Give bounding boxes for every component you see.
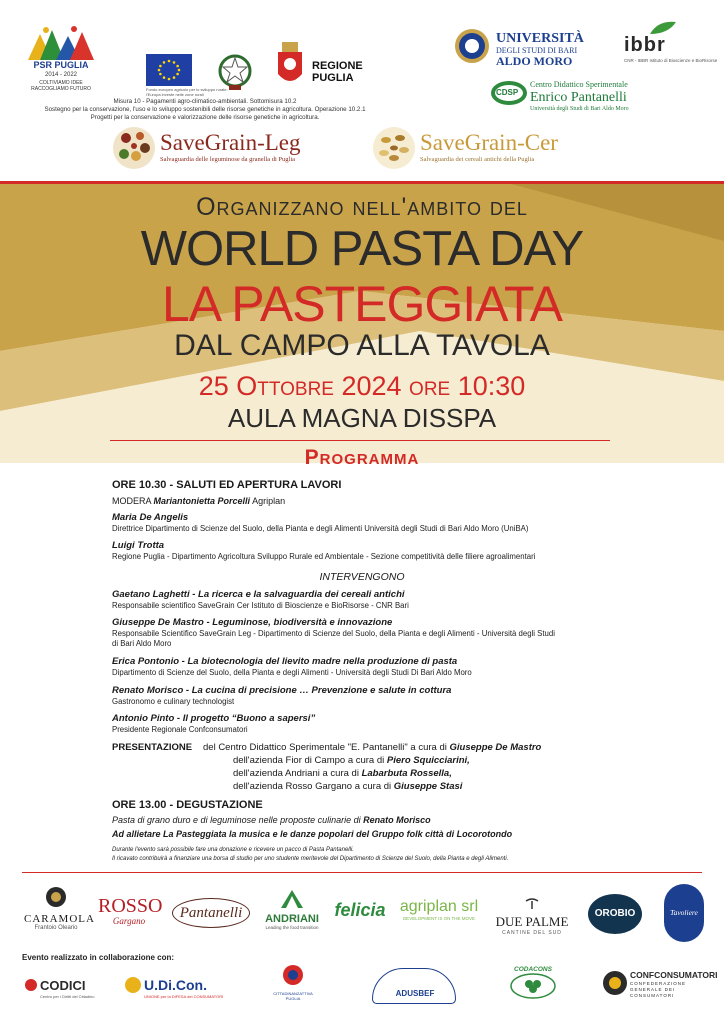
palm-icon	[522, 897, 542, 909]
confconsumatori-icon	[602, 970, 628, 996]
note-donation: Durante l'evento sarà possibile fare una donazione e ricevere un pacco di Pasta Pantanelli.	[112, 847, 354, 853]
talk-1-title: Gaetano Laghetti - La ricerca e la salvaguardia dei cereali antichi	[112, 589, 405, 600]
caramola-subtitle: Frantoio Oleario	[34, 925, 78, 931]
banner-date: 25 Ottobre 2024 ore 10:30	[198, 371, 526, 401]
confconsumatori-name: CONFCONSUMATORI	[630, 970, 718, 980]
savegrain-leg-name: SaveGrain-Leg	[160, 130, 301, 155]
presentazione-label: PRESENTAZIONE	[112, 742, 193, 753]
intervengono-heading: INTERVENGONO	[319, 571, 405, 583]
tavoliere-name: Tavoliere	[670, 908, 698, 917]
programma-heading: Programma	[304, 446, 420, 469]
header	[0, 0, 724, 180]
talk-4-desc: Gastronomo e culinary technologist	[112, 697, 235, 706]
talk-3-desc: Dipartimento di Scienze del Suolo, della Pianta e degli Alimenti - Università degli Studi Di Bari Aldo Moro	[112, 668, 472, 677]
ibbr-name: ibbr	[624, 34, 666, 56]
grains-mosaic-icon	[372, 126, 416, 170]
cdsp-logo	[490, 80, 528, 110]
misura-line-1: Misura 10 - Pagamenti agro-climatico-ambientali. Sottomisura 10.2	[113, 98, 297, 105]
sponsor-caramola	[24, 886, 95, 942]
codici-sun-icon	[24, 978, 38, 992]
talk-4-title: Renato Morisco - La cucina di precisione … Prevenzione e salute in cottura	[112, 685, 452, 696]
sponsor-felicia: felicia	[334, 900, 386, 920]
presentazione-line-3	[233, 768, 653, 779]
talk-2-desc: Responsabile Scientifico SaveGrain Leg - Dipartimento di Scienze del Suolo, della Pianta e degli Alimenti - Università degli Studi	[112, 629, 555, 638]
cdsp-line-1: Centro Didattico Sperimentale	[530, 80, 628, 89]
savegrain-leg-subtitle: Salvaguardia delle leguminose da granella di Puglia	[160, 156, 296, 163]
moderator-label: MODERA	[112, 496, 152, 506]
banner-venue: AULA MAGNA DISSPA	[227, 403, 497, 433]
agriplan-name: agriplan srl	[399, 898, 479, 915]
ibbr-subtitle: CNR - IBBR Istituto di Bioscienze e BioRisorse	[624, 58, 718, 63]
adusbef-name: ADUSBEF	[395, 989, 435, 998]
banner-la-pasteggiata: LA PASTEGGIATA	[161, 276, 562, 332]
confconsumatori-subtitle: CONFEDERAZIONE GENERALE DEI CONSUMATORI	[630, 981, 687, 998]
duepalme-subtitle: CANTINE DEL SUD	[502, 930, 562, 936]
legumes-mosaic-icon	[112, 126, 156, 170]
sponsor-due-palme	[490, 896, 574, 936]
partner-cittadinanzattiva	[268, 964, 318, 1001]
udicon-subtitle: UNIONE per la DIFESA dei CONSUMATORI	[144, 994, 224, 999]
degustazione-line-1	[112, 815, 612, 825]
presentazione-line-4-text: dell'azienda Rosso Gargano a cura di	[233, 781, 394, 792]
eu-caption: Fondo europeo agricolo per lo sviluppo rurale: l'Europa investe nelle zone rurali	[146, 87, 228, 97]
talk-2-desc-cont: di Bari Aldo Moro	[112, 639, 172, 648]
speaker-2-desc: Regione Puglia - Dipartimento Agricoltura Sviluppo Rurale ed Ambientale - Sezione competitività delle filiere agroalimentari	[112, 552, 536, 561]
andriani-name: ANDRIANI	[265, 913, 319, 925]
caramola-name: CARAMOLA	[24, 913, 95, 925]
sponsor-agriplan	[398, 898, 480, 921]
psr-motto: COLTIVIAMO IDEE RACCOGLIAMO FUTURO	[31, 80, 91, 92]
rosso-name: ROSSO	[98, 895, 163, 917]
banner-dal-campo: DAL CAMPO ALLA TAVOLA	[174, 329, 550, 362]
orobio-name: OROBIO	[594, 908, 636, 919]
misura-line-3: Progetti per la conservazione e valorizzazione delle risorse genetiche in agricoltura.	[90, 114, 320, 121]
savegrain-cer-name: SaveGrain-Cer	[420, 130, 558, 155]
savegrain-cer-subtitle: Salvaguardia dei cereali antichi della Puglia	[420, 156, 535, 163]
degustazione-heading: ORE 13.00 - DEGUSTAZIONE	[112, 799, 263, 811]
talk-5-desc: Presidente Regionale Confconsumatori	[112, 725, 248, 734]
presentazione-line-2	[233, 755, 653, 766]
speaker-1-name: Maria De Angelis	[112, 512, 189, 523]
savegrain-leg-logo	[112, 126, 362, 172]
sponsor-rosso-gargano	[98, 895, 163, 926]
savegrain-cer-logo	[372, 126, 622, 172]
note-scholarship: Il ricavato contribuirà a finanziare una borsa di studio per uno studente meritevole del Dipartimento di Scienze del Suolo, della Pianta e degli Alimenti.	[112, 856, 509, 862]
codacons-name: CODACONS	[514, 966, 552, 973]
italian-republic-emblem-icon	[216, 52, 254, 92]
agriplan-subtitle: DEVELOPMENT IS ON THE MOVE	[402, 916, 476, 921]
banner-world-pasta-day: WORLD PASTA DAY	[140, 222, 584, 276]
cittadinanzattiva-name: CITTADINANZATTIVA PUGLIA	[273, 991, 313, 1001]
partner-codacons	[506, 966, 560, 1004]
cdsp-line-3: Università degli Studi di Bari Aldo Moro	[530, 106, 629, 112]
regione-puglia-crest-icon	[276, 42, 304, 90]
degustazione-line-1-who: Renato Morisco	[363, 815, 431, 825]
psr-title: PSR PUGLIA	[33, 60, 89, 70]
cdsp-abbr: CDSP	[496, 88, 519, 97]
moderator-name: Mariantonietta Porcelli	[153, 496, 251, 506]
presentazione-line-3-text: dell'azienda Andriani a cura di	[233, 768, 362, 779]
psr-years: 2014 - 2022	[44, 72, 78, 78]
codici-name: CODICI	[40, 978, 86, 993]
cdsp-line-2: Enrico Pantanelli	[530, 90, 627, 105]
unibari-line-2: DEGLI STUDI DI BARI	[496, 46, 578, 55]
sponsor-tavoliere	[664, 884, 704, 942]
udicon-name: U.Di.Con.	[144, 977, 207, 993]
sponsor-andriani	[260, 890, 324, 930]
sponsor-pantanelli	[172, 898, 250, 928]
presentazione-line-3-who: Labarbuta Rossella,	[361, 768, 452, 779]
degustazione-line-2: Ad allietare La Pasteggiata la musica e le danze popolari del Gruppo folk città di Locorotondo	[112, 829, 513, 839]
talk-5-title: Antonio Pinto - Il progetto “Buono a sapersi”	[112, 713, 316, 724]
cittadinanzattiva-icon	[279, 964, 307, 986]
presentazione-line-4	[233, 781, 653, 792]
unibari-line-3: ALDO MORO	[496, 54, 573, 68]
banner-rule	[110, 440, 610, 441]
collaboration-label: Evento realizzato in collaborazione con:	[22, 953, 175, 962]
speaker-2-name: Luigi Trotta	[112, 540, 165, 551]
presentazione-line-2-who: Piero Squicciarini,	[386, 755, 470, 766]
rosso-subtitle: Gargano	[112, 916, 146, 926]
moderator-org: Agriplan	[252, 496, 286, 506]
opening-heading: ORE 10.30 - SALUTI ED APERTURA LAVORI	[112, 479, 342, 491]
speaker-1-desc: Direttrice Dipartimento di Scienze del Suolo, della Pianta e degli Alimenti Università degli Studi di Bari Aldo Moro (UniBA)	[112, 524, 529, 533]
unibari-name	[496, 32, 584, 68]
talk-2-title: Giuseppe De Mastro - Leguminose, biodiversità e innovazione	[112, 617, 393, 628]
udicon-icon	[124, 976, 142, 994]
banner-organizzano: Organizzano nell'ambito del	[196, 193, 528, 221]
moderator-line	[112, 496, 612, 506]
presentazione-line-2-text: dell'azienda Fior di Campo a cura di	[233, 755, 387, 766]
unibari-line-1: UNIVERSITÀ	[496, 31, 584, 46]
andriani-subtitle: Leading the food transition	[265, 925, 319, 930]
cdsp-name	[530, 80, 629, 113]
eu-flag-icon	[146, 54, 192, 86]
codici-subtitle: Centro per i Diritti del Cittadino	[40, 994, 95, 999]
degustazione-line-1-text: Pasta di grano duro e di leguminose nelle proposte culinarie di	[112, 815, 364, 825]
sponsor-orobio	[588, 894, 642, 934]
duepalme-name: DUE PALME	[495, 914, 569, 929]
talk-3-title: Erica Pontonio - La biotecnologia del lievito madre nella produzione di pasta	[112, 656, 458, 667]
title-banner	[0, 181, 724, 463]
pantanelli-name: Pantanelli	[179, 905, 243, 921]
andriani-leaf-icon	[281, 890, 303, 908]
misura-line-2: Sostegno per la conservazione, l'uso e lo sviluppo sostenibili delle risorse genetiche in agricoltura. Operazione 10.2.1	[44, 106, 366, 113]
presentazione-line-1-who: Giuseppe De Mastro	[449, 742, 542, 753]
psr-hills-icon	[26, 26, 96, 60]
ibbr-logo	[622, 20, 718, 64]
partner-adusbef	[372, 968, 456, 1004]
talk-1-desc: Responsabile scientifico SaveGrain Cer Istituto di Bioscienze e BioRisorse - CNR Bari	[112, 601, 409, 610]
codacons-clover-icon	[510, 973, 556, 999]
presentazione-line-4-who: Giuseppe Stasi	[393, 781, 463, 792]
psr-puglia-logo	[22, 22, 100, 92]
presentazione-line-1-text: del Centro Didattico Sperimentale "E. Pantanelli" a cura di	[203, 742, 450, 753]
misura-text	[40, 98, 370, 122]
unibari-seal-icon	[454, 28, 490, 64]
presentazione-line-1	[203, 742, 623, 753]
caramola-emblem-icon	[43, 886, 69, 908]
regione-puglia-label: REGIONE PUGLIA	[312, 60, 363, 84]
footer-separator	[22, 872, 702, 873]
